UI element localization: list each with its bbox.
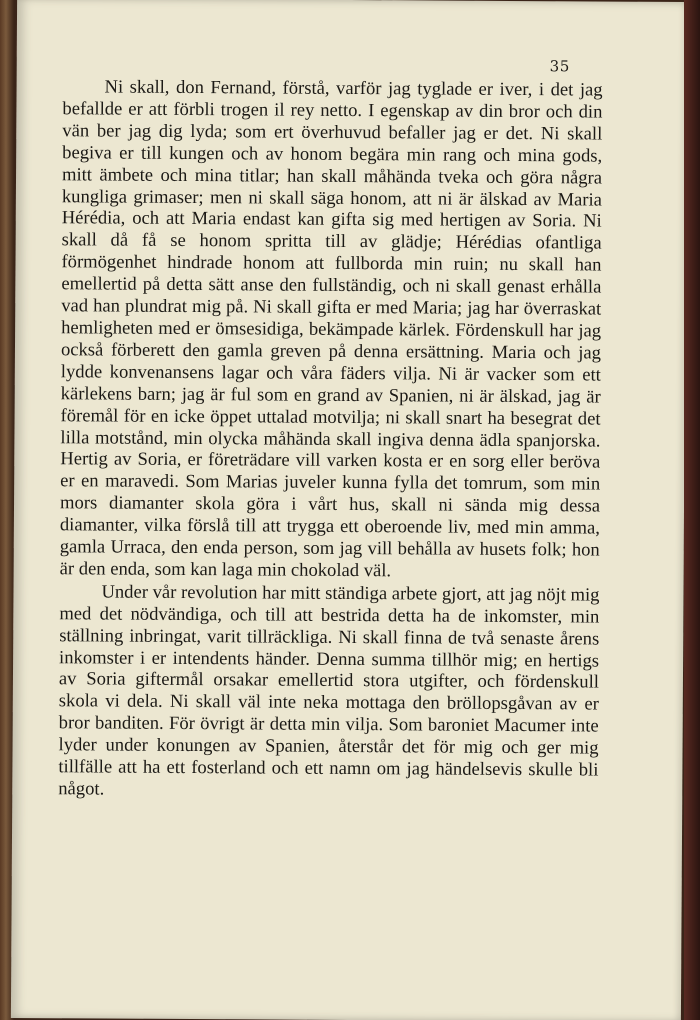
page-number: 35: [549, 57, 570, 76]
paragraph-2: Under vår revolution har mitt ständiga arbete gjort, att jag nöjt mig med det nödvändiga, och till att bestrida detta ha de inkomster, min ställning inbringat, varit tillräckliga. Ni skall finna de två senaste årens inkomster i er intendents händer. Denna summa tillhör mig; en hertigs av Soria giftermål orsakar emellertid stora utgifter, och fördenskull skola vi dela. Ni skall väl inte neka mottaga den bröllopsgåvan av er bror banditen. För övrigt är detta min vilja. Som baroniet Macumer inte lyder under konungen av Spanien, återstår det för mig och ger mig tillfälle att ha ett fosterland och ett namn om jag händelsevis skulle bli något.: [58, 581, 600, 800]
book-cover-edge: [684, 0, 700, 1020]
body-text: [58, 76, 602, 803]
paragraph-1: Ni skall, don Fernand, förstå, varför jag tyglade er iver, i det jag befallde er att förbli trogen il rey netto. I egenskap av din bror och din vän ber jag dig lyda; som ert överhuvud befaller jag er det. Ni skall begiva er till kungen och av honom begära min rang och mina gods, mitt ämbete och mina titlar; han skall måhända tveka och göra några kungliga grimaser; men ni skall säga honom, att ni är älskad av Maria Hérédia, och att Maria endast kan gifta sig med hertigen av Soria. Ni skall då få se honom spritta till av glädje; Hérédias ofantliga förmögenhet hindrade honom att fullborda min ruin; nu skall han emellertid på detta sätt anse den fullständig, och ni skall genast erhålla vad han plundrat mig på. Ni skall gifta er med Maria; jag har överraskat hemligheten med er ömsesidiga, bekämpade kärlek. Fördenskull har jag också förberett den gamla greven på denna ersättning. Maria och jag lydde konvenansens lagar och våra fäders vilja. Ni är vacker som ett kärlekens barn; jag är ful som en grand av Spanien, ni är älskad, jag är föremål för en icke öppet uttalad motvilja; ni skall snart ha besegrat det lilla motstånd, min olycka måhända skall ingiva denna ädla spanjorska. Hertig av Soria, er företrädare vill varken kosta er en sorg eller beröva er en maravedi. Som Marias juveler kunna fylla det tomrum, som min mors diamanter skola göra i vårt hus, skall ni sända mig dessa diamanter, vilka förslå till att trygga ett oberoende liv, med min amma, gamla Urraca, den enda person, som jag vill behålla av husets folk; hon är den enda, som kan laga min chokolad väl.: [59, 76, 603, 582]
book-page: [11, 0, 687, 1020]
